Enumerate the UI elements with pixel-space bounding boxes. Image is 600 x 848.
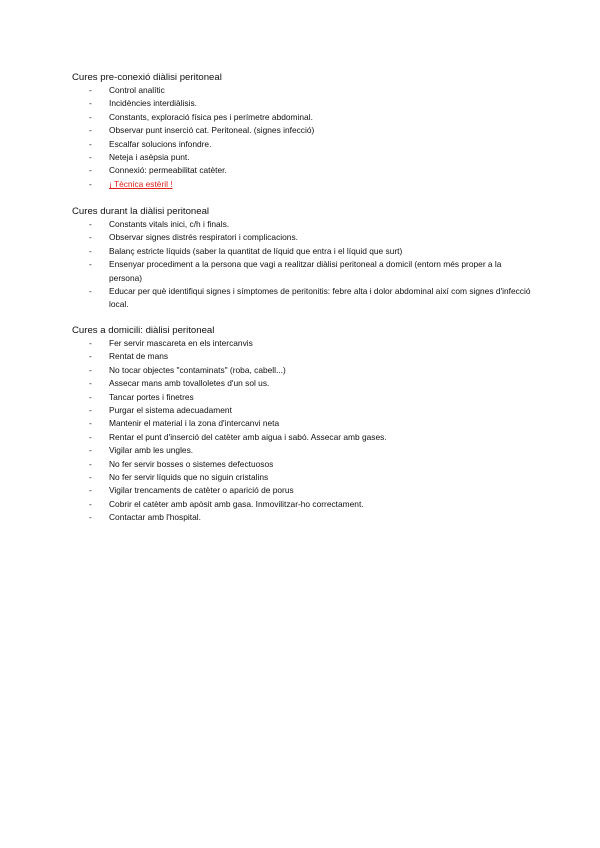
section-title: Cures a domicili: diàlisi peritoneal bbox=[72, 325, 215, 336]
list-item bbox=[72, 245, 532, 258]
list-item bbox=[72, 337, 532, 350]
list-item-text: No tocar objectes "contaminats" (roba, cabell...) bbox=[109, 364, 286, 375]
list-item bbox=[72, 498, 532, 511]
list-item-text: Contactar amb l'hospital. bbox=[109, 512, 201, 523]
list-item bbox=[72, 231, 532, 244]
bullet-dash: - bbox=[89, 431, 92, 442]
list-item bbox=[72, 285, 532, 312]
list-item-text: Constants, exploració física pes i perímetre abdominal. bbox=[109, 111, 313, 122]
list-item-text: Vigilar trencaments de catèter o aparició de porus bbox=[109, 485, 294, 496]
list-item-text: Rentat de mans bbox=[109, 351, 169, 362]
bullet-dash: - bbox=[89, 498, 92, 509]
list-item bbox=[72, 364, 532, 377]
bullet-dash: - bbox=[89, 485, 92, 496]
bullet-dash: - bbox=[89, 152, 92, 163]
list-item bbox=[72, 377, 532, 390]
list-item-text: ¡ Tècnica estèril ! bbox=[109, 178, 173, 189]
bullet-dash: - bbox=[89, 351, 92, 362]
bullet-dash: - bbox=[89, 111, 92, 122]
list-item bbox=[72, 431, 532, 444]
list-item-text: Assecar mans amb tovalloletes d'un sol us. bbox=[109, 378, 270, 389]
list-item-text: Rentar el punt d'inserció del catèter amb aigua i sabó. Assecar amb gases. bbox=[109, 431, 387, 442]
bullet-dash: - bbox=[89, 378, 92, 389]
list-item-text: Balanç estricte líquids (saber la quantitat de líquid que entra i el líquid que surt) bbox=[109, 245, 403, 256]
bullet-list bbox=[72, 218, 532, 312]
bullet-list bbox=[72, 84, 532, 191]
bullet-dash: - bbox=[89, 219, 92, 229]
list-item bbox=[72, 124, 532, 137]
list-item bbox=[72, 258, 532, 285]
list-item bbox=[72, 484, 532, 497]
list-item-text: Educar per què identifiqui signes i símptomes de peritonitis: febre alta i dolor abdominal així com signes d'infecció local. bbox=[109, 286, 531, 310]
bullet-dash: - bbox=[89, 364, 92, 375]
section-pre-connection-care bbox=[72, 71, 532, 191]
list-item bbox=[72, 111, 532, 124]
bullet-dash: - bbox=[89, 391, 92, 402]
bullet-dash: - bbox=[89, 472, 92, 483]
list-item-text: Control analític bbox=[109, 85, 165, 95]
list-item bbox=[72, 178, 532, 191]
section-title: Cures durant la diàlisi peritoneal bbox=[72, 206, 210, 217]
section-home-care bbox=[72, 324, 532, 525]
bullet-dash: - bbox=[89, 125, 92, 136]
list-item bbox=[72, 218, 532, 231]
bullet-dash: - bbox=[89, 245, 92, 256]
bullet-dash: - bbox=[89, 458, 92, 469]
bullet-dash: - bbox=[89, 418, 92, 429]
list-item bbox=[72, 391, 532, 404]
list-item-text: Purgar el sistema adecuadament bbox=[109, 405, 232, 416]
section-title: Cures pre-conexió diàlisi peritoneal bbox=[72, 72, 222, 83]
list-item-text: Observar signes distrés respiratori i complicacions. bbox=[109, 232, 298, 243]
bullet-dash: - bbox=[89, 232, 92, 243]
list-item-text: No fer servir bosses o sistemes defectuosos bbox=[109, 458, 274, 469]
list-item bbox=[72, 471, 532, 484]
bullet-dash: - bbox=[89, 85, 92, 95]
bullet-dash: - bbox=[89, 338, 92, 348]
bullet-dash: - bbox=[89, 286, 92, 297]
list-item bbox=[72, 350, 532, 363]
bullet-dash: - bbox=[89, 98, 92, 109]
list-item-text: Vigilar amb les ungles. bbox=[109, 445, 194, 456]
list-item-text: Tancar portes i finetres bbox=[109, 391, 194, 402]
list-item bbox=[72, 97, 532, 110]
list-item-text: Cobrir el catèter amb apòsit amb gasa. Inmovilitzar-ho correctament. bbox=[109, 498, 364, 509]
bullet-dash: - bbox=[89, 138, 92, 149]
list-item-text: No fer servir líquids que no siguin cristalins bbox=[109, 472, 269, 483]
list-item bbox=[72, 458, 532, 471]
list-item-text: Fer servir mascareta en els intercanvis bbox=[109, 338, 253, 348]
bullet-dash: - bbox=[89, 512, 92, 523]
list-item-text: Observar punt inserció cat. Peritoneal. (signes infecció) bbox=[109, 125, 315, 136]
bullet-list bbox=[72, 337, 532, 525]
list-item bbox=[72, 164, 532, 177]
list-item-text: Escalfar solucions infondre. bbox=[109, 138, 212, 149]
list-item-text: Constants vitals inici, c/h i finals. bbox=[109, 219, 230, 229]
list-item bbox=[72, 84, 532, 97]
list-item-text: Mantenir el material i la zona d'intercanvi neta bbox=[109, 418, 280, 429]
list-item bbox=[72, 444, 532, 457]
bullet-dash: - bbox=[89, 165, 92, 176]
list-item-text: Neteja i asèpsia punt. bbox=[109, 152, 190, 163]
list-item bbox=[72, 138, 532, 151]
list-item bbox=[72, 417, 532, 430]
list-item bbox=[72, 404, 532, 417]
list-item bbox=[72, 511, 532, 524]
list-item-text: Incidències interdiàlisis. bbox=[109, 98, 197, 109]
bullet-dash: - bbox=[89, 259, 92, 270]
bullet-dash: - bbox=[89, 178, 92, 189]
list-item-text: Connexió: permeabilitat catèter. bbox=[109, 165, 227, 176]
bullet-dash: - bbox=[89, 445, 92, 456]
list-item-text: Ensenyar procediment a la persona que vagi a realitzar diàlisi peritoneal a domicil (entorn més proper a la persona) bbox=[109, 259, 502, 283]
bullet-dash: - bbox=[89, 405, 92, 416]
list-item bbox=[72, 151, 532, 164]
section-during-dialysis-care bbox=[72, 205, 532, 312]
